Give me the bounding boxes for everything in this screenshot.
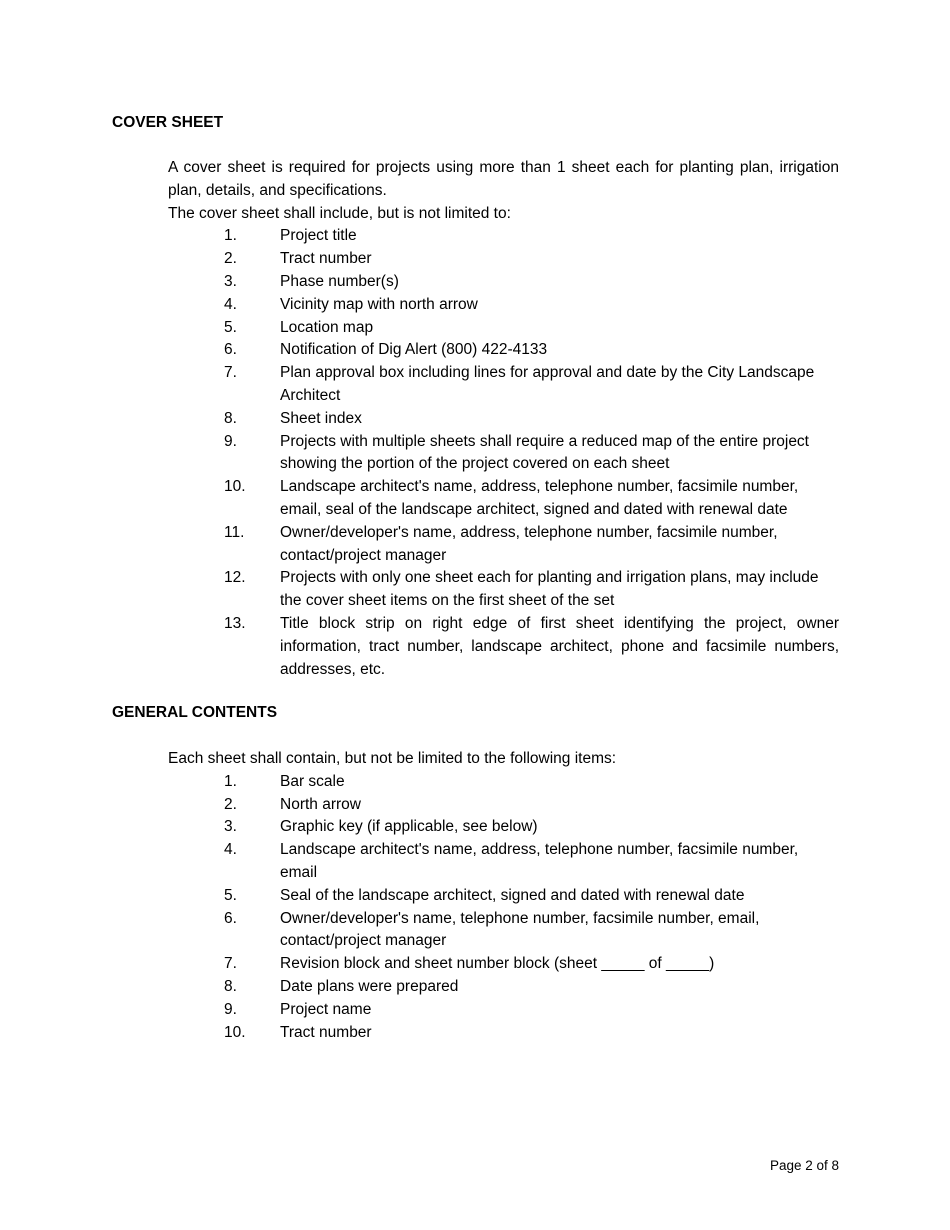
item-number: 7. bbox=[224, 364, 237, 382]
list-item bbox=[168, 794, 839, 817]
item-number: 4. bbox=[224, 295, 237, 313]
list-item bbox=[168, 431, 839, 477]
item-text: Location map bbox=[280, 318, 374, 336]
item-text: Title block strip on right edge of first sheet identifying the project, owner information, tract number, landscape architect, phone and facsimile numbers, addresses, etc. bbox=[280, 614, 839, 678]
item-number: 2. bbox=[224, 250, 237, 268]
cover-sheet-section bbox=[168, 157, 839, 681]
list-item bbox=[168, 339, 839, 362]
list-item bbox=[168, 771, 839, 794]
item-number: 11. bbox=[224, 523, 245, 541]
cover-sheet-list bbox=[168, 225, 839, 681]
item-text: Project title bbox=[280, 227, 357, 245]
list-item bbox=[168, 271, 839, 294]
item-number: 13. bbox=[224, 614, 246, 632]
item-number: 8. bbox=[224, 409, 237, 427]
item-number: 12. bbox=[224, 569, 246, 587]
item-number: 5. bbox=[224, 318, 237, 336]
item-number: 9. bbox=[224, 1000, 237, 1018]
item-text: Project name bbox=[280, 1000, 372, 1018]
item-text: North arrow bbox=[280, 795, 361, 813]
list-item bbox=[168, 999, 839, 1022]
item-number: 10. bbox=[224, 1023, 246, 1041]
list-item bbox=[168, 476, 839, 522]
item-text: Phase number(s) bbox=[280, 272, 399, 290]
item-text: Projects with only one sheet each for planting and irrigation plans, may include the cover sheet items on the first sheet of the set bbox=[280, 569, 819, 610]
list-item bbox=[168, 953, 839, 976]
list-item bbox=[168, 567, 839, 613]
item-number: 3. bbox=[224, 818, 237, 836]
item-number: 1. bbox=[224, 772, 237, 790]
list-item bbox=[168, 294, 839, 317]
item-number: 6. bbox=[224, 341, 237, 359]
item-text: Bar scale bbox=[280, 772, 345, 790]
cover-sheet-heading: COVER SHEET bbox=[112, 114, 224, 131]
item-text: Graphic key (if applicable, see below) bbox=[280, 818, 538, 836]
item-text: Owner/developer's name, address, telephone number, facsimile number, contact/project manager bbox=[280, 523, 778, 564]
list-item bbox=[168, 1022, 839, 1045]
item-number: 5. bbox=[224, 886, 237, 904]
item-text: Tract number bbox=[280, 1023, 372, 1041]
item-text: Owner/developer's name, telephone number, facsimile number, email, contact/project manager bbox=[280, 909, 760, 950]
list-item bbox=[168, 522, 839, 568]
item-text: Plan approval box including lines for approval and date by the City Landscape Architect bbox=[280, 364, 815, 404]
cover-sheet-lead: The cover sheet shall include, but is not limited to: bbox=[168, 204, 511, 222]
list-item bbox=[168, 225, 839, 248]
general-contents-list bbox=[168, 771, 839, 1045]
list-item bbox=[168, 816, 839, 839]
item-number: 9. bbox=[224, 432, 237, 450]
item-number: 10. bbox=[224, 478, 246, 496]
item-number: 1. bbox=[224, 227, 237, 245]
general-contents-lead: Each sheet shall contain, but not be limited to the following items: bbox=[168, 750, 617, 767]
list-item bbox=[168, 613, 839, 681]
item-text: Seal of the landscape architect, signed and dated with renewal date bbox=[280, 886, 745, 904]
item-text: Sheet index bbox=[280, 409, 362, 427]
cover-sheet-intro: A cover sheet is required for projects using more than 1 sheet each for planting plan, irrigation plan, details, and specifications. bbox=[168, 159, 839, 199]
item-number: 6. bbox=[224, 909, 237, 927]
list-item bbox=[168, 908, 839, 954]
item-text: Notification of Dig Alert (800) 422-4133 bbox=[280, 341, 548, 359]
item-number: 8. bbox=[224, 977, 237, 995]
general-contents-heading: GENERAL CONTENTS bbox=[112, 704, 278, 721]
item-text: Vicinity map with north arrow bbox=[280, 295, 478, 313]
list-item bbox=[168, 362, 839, 408]
list-item bbox=[168, 248, 839, 271]
item-number: 7. bbox=[224, 955, 237, 973]
item-text: Revision block and sheet number block (sheet _____ of _____) bbox=[280, 955, 715, 973]
list-item bbox=[168, 885, 839, 908]
list-item bbox=[168, 408, 839, 431]
item-number: 4. bbox=[224, 841, 237, 859]
item-text: Landscape architect's name, address, telephone number, facsimile number, email bbox=[280, 841, 799, 881]
item-number: 3. bbox=[224, 272, 237, 290]
list-item bbox=[168, 976, 839, 999]
list-item bbox=[168, 839, 839, 885]
page-number: Page 2 of 8 bbox=[769, 1158, 839, 1173]
item-text: Landscape architect's name, address, telephone number, facsimile number, email, seal of the landscape architect, signed and dated with renewal date bbox=[280, 478, 799, 518]
item-text: Projects with multiple sheets shall require a reduced map of the entire project showing the portion of the project covered on each sheet bbox=[280, 432, 809, 473]
item-number: 2. bbox=[224, 795, 237, 813]
item-text: Tract number bbox=[280, 250, 372, 268]
general-contents-section bbox=[168, 748, 839, 1044]
item-text: Date plans were prepared bbox=[280, 977, 459, 995]
list-item bbox=[168, 317, 839, 340]
